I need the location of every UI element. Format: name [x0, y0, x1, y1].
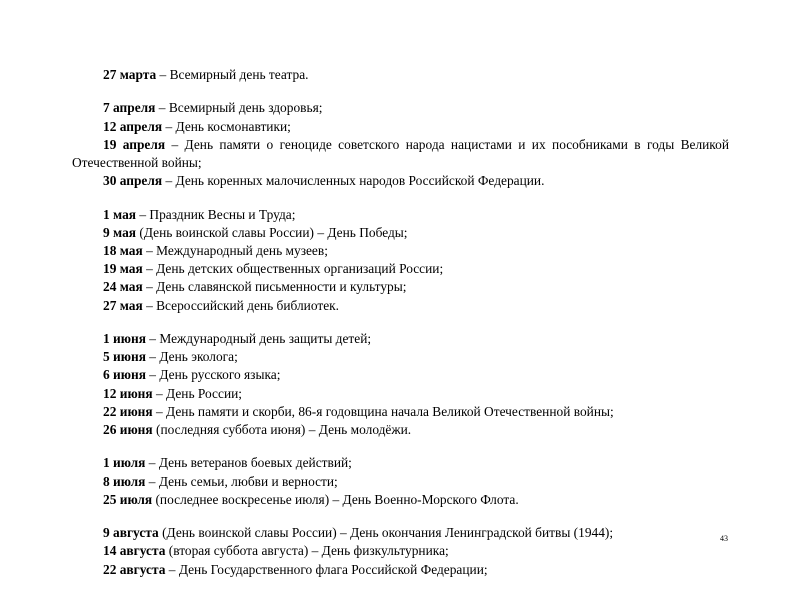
entry-date: 22 июня: [103, 403, 153, 419]
calendar-entry: [72, 385, 729, 403]
date-group: [72, 206, 729, 315]
entry-date: 9 августа: [103, 525, 159, 541]
entry-description: (День воинской славы России) – День Победы;: [136, 224, 408, 240]
entry-description: – День коренных малочисленных народов Российской Федерации.: [162, 173, 545, 189]
date-group: [72, 330, 729, 439]
date-group: [72, 524, 729, 579]
entry-description: – День космонавтики;: [162, 118, 291, 134]
entry-date: 5 июня: [103, 349, 146, 365]
calendar-entry: [72, 454, 729, 472]
calendar-entry: [72, 561, 729, 579]
calendar-entry: [72, 118, 729, 136]
entry-description: – День славянской письменности и культуры;: [142, 279, 407, 295]
entry-description: – День детских общественных организаций России;: [142, 261, 444, 277]
calendar-entry: [72, 491, 729, 509]
calendar-entry: [72, 99, 729, 117]
entry-description: – День Государственного флага Российской Федерации;: [165, 561, 488, 577]
entry-description: (последнее воскресенье июля) – День Военно-Морского Флота.: [152, 491, 519, 507]
entry-date: 12 апреля: [103, 118, 163, 134]
entry-date: 19 апреля: [103, 136, 166, 152]
entry-date: 12 июня: [103, 385, 153, 401]
date-group: [72, 66, 729, 84]
entry-description: – День семьи, любви и верности;: [145, 473, 338, 489]
entry-date: 9 мая: [103, 224, 137, 240]
entry-description: – День памяти и скорби, 86-я годовщина начала Великой Отечественной войны;: [152, 403, 614, 419]
entry-date: 25 июля: [103, 491, 153, 507]
calendar-entry: [72, 278, 729, 296]
entry-date: 7 апреля: [103, 100, 156, 116]
entry-date: 24 мая: [103, 279, 143, 295]
entry-date: 27 мая: [103, 297, 143, 313]
entry-date: 22 августа: [103, 561, 166, 577]
entry-description: – День эколога;: [145, 349, 238, 365]
page-number: 43: [720, 534, 728, 543]
calendar-entry: [72, 172, 729, 190]
calendar-entry: [72, 330, 729, 348]
calendar-entry: [72, 348, 729, 366]
entry-date: 1 мая: [103, 206, 137, 222]
entry-date: 19 мая: [103, 261, 143, 277]
entry-description: – Международный день защиты детей;: [145, 331, 372, 346]
entry-description: – День ветеранов боевых действий;: [145, 455, 352, 471]
entry-description: – Всемирный день здоровья;: [155, 100, 323, 116]
calendar-entry: [72, 242, 729, 260]
calendar-entry: [72, 66, 729, 84]
entry-date: 18 мая: [103, 243, 143, 258]
calendar-entry: [72, 421, 729, 439]
calendar-entry: [72, 524, 729, 542]
calendar-list: [72, 66, 729, 594]
entry-date: 30 апреля: [103, 173, 163, 189]
calendar-entry: [72, 542, 729, 560]
calendar-entry: [72, 224, 729, 242]
calendar-entry: [72, 136, 729, 172]
entry-description: (День воинской славы России) – День окончания Ленинградской битвы (1944);: [158, 525, 614, 541]
calendar-entry: [72, 297, 729, 315]
entry-date: 14 августа: [103, 543, 166, 559]
entry-date: 8 июля: [103, 473, 146, 489]
entry-description: – Праздник Весны и Труда;: [136, 206, 296, 222]
date-group: [72, 454, 729, 509]
calendar-entry: [72, 366, 729, 384]
entry-description: – Всемирный день театра.: [156, 67, 309, 82]
entry-date: 1 июня: [103, 331, 146, 346]
date-group: [72, 99, 729, 190]
entry-description: (вторая суббота августа) – День физкультурника;: [165, 543, 449, 559]
calendar-entry: [72, 473, 729, 491]
calendar-entry: [72, 260, 729, 278]
entry-description: – День памяти о геноциде советского народа нацистами и их пособниками в годы Великой Отечественной войны;: [72, 136, 729, 170]
calendar-entry: [72, 206, 729, 224]
entry-description: – Всероссийский день библиотек.: [142, 297, 340, 313]
entry-date: 26 июня: [103, 422, 153, 438]
calendar-entry: [72, 403, 729, 421]
entry-description: (последняя суббота июня) – День молодёжи.: [152, 422, 412, 438]
entry-description: – День русского языка;: [145, 367, 281, 383]
entry-date: 1 июля: [103, 455, 146, 471]
entry-date: 27 марта: [103, 67, 157, 82]
entry-description: – Международный день музеев;: [142, 243, 328, 258]
entry-description: – День России;: [152, 385, 242, 401]
entry-date: 6 июня: [103, 367, 146, 383]
